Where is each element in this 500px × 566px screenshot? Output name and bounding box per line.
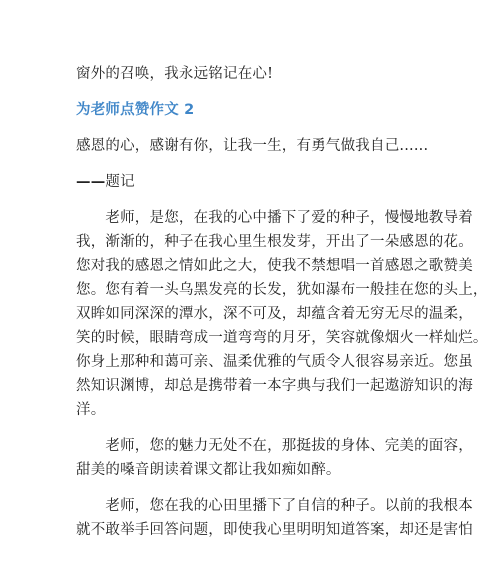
attribution-dash: —— bbox=[76, 173, 106, 190]
paragraph-line: 您对我的感恩之情如此之大，使我不禁想唱一首感恩之歌赞美 bbox=[76, 258, 473, 274]
attribution-text: 题记 bbox=[105, 174, 135, 190]
paragraph-line: 您。您有着一头乌黑发亮的长发，犹如瀑布一般挂在您的头上， bbox=[76, 282, 488, 298]
paragraph-line: 然知识渊博，却总是携带着一本字典与我们一起遨游知识的海 bbox=[76, 378, 473, 394]
paragraph-line: 老师，您的魅力无处不在，那挺拔的身体、完美的面容， bbox=[76, 438, 473, 454]
epigraph-attribution bbox=[76, 172, 135, 192]
epigraph: 感恩的心，感谢有你，让我一生，有勇气做我自己...... bbox=[76, 138, 429, 154]
paragraph-line: 老师，是您，在我的心中播下了爱的种子，慢慢地教导着 bbox=[76, 210, 473, 226]
paragraph-line: 笑的时候，眼睛弯成一道弯弯的月牙，笑容就像烟火一样灿烂。 bbox=[76, 330, 488, 346]
paragraph-line: 你身上那种和蔼可亲、温柔优雅的气质令人很容易亲近。您虽 bbox=[76, 354, 473, 370]
paragraph-line: 甜美的嗓音朗读着课文都让我如痴如醉。 bbox=[76, 462, 341, 478]
paragraph-line: 就不敢举手回答问题，即使我心里明明知道答案，却还是害怕 bbox=[76, 522, 473, 538]
paragraph-line: 洋。 bbox=[76, 402, 106, 418]
paragraph-line: 我，渐渐的，种子在我心里生根发芽，开出了一朵感恩的花。 bbox=[76, 234, 473, 250]
intro-line: 窗外的召唤，我永远铭记在心! bbox=[76, 66, 274, 82]
paragraph-line: 双眸如同深深的潭水，深不可及，却蕴含着无穷无尽的温柔， bbox=[76, 306, 473, 322]
paragraph-line: 老师，您在我的心田里播下了自信的种子。以前的我根本 bbox=[76, 498, 473, 514]
section-title: 为老师点赞作文 2 bbox=[76, 102, 195, 118]
